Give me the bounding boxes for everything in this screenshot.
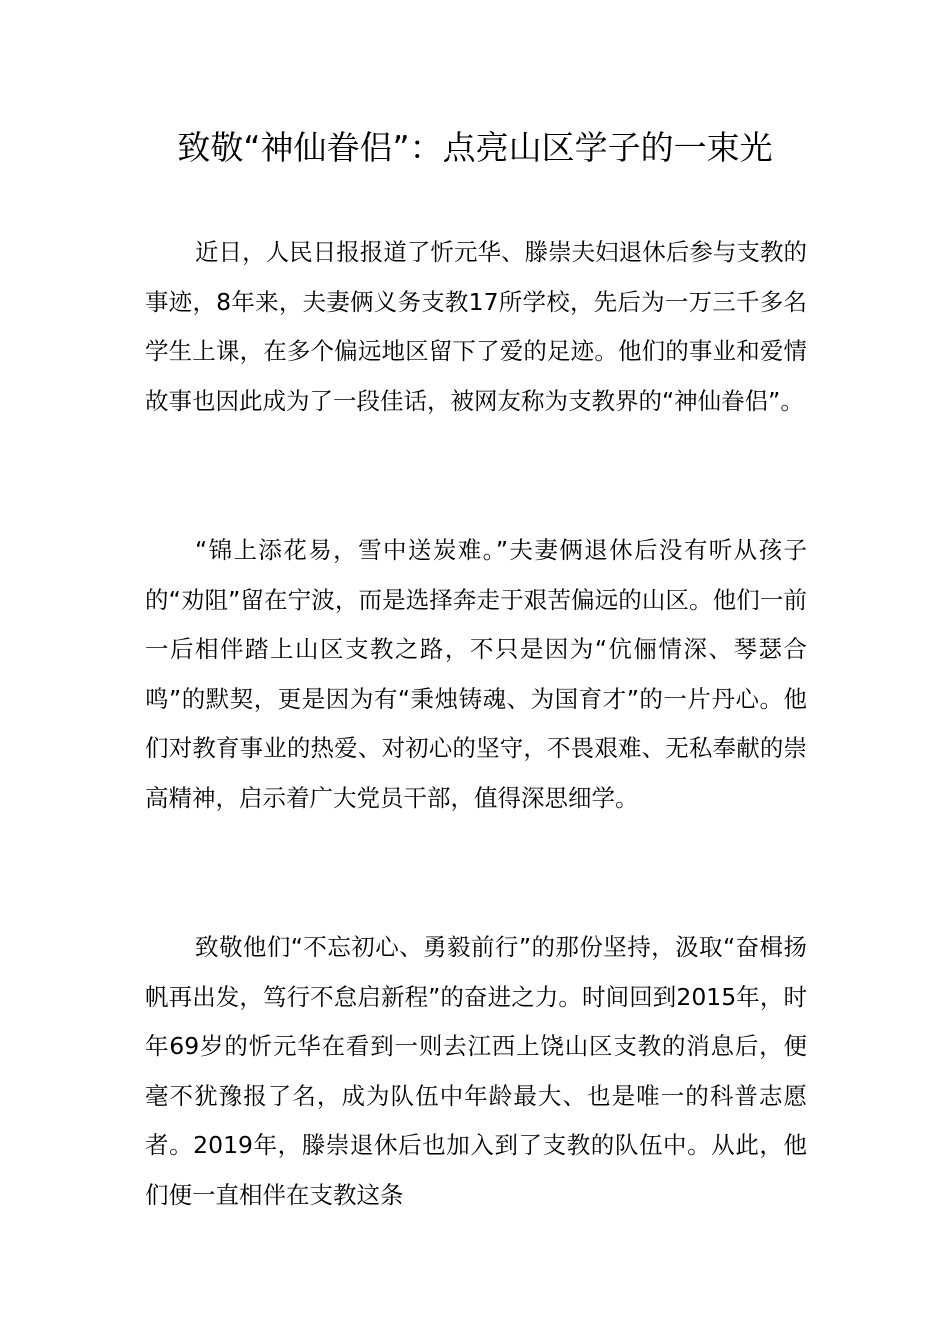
article-title: 致敬“神仙眷侣”：点亮山区学子的一束光	[177, 128, 773, 167]
paragraph-3: 致敬他们“不忘初心、勇毅前行”的那份坚持，汲取“奋楫扬帆再出发，笃行不怠启新程”的奋进之力。时间回到2015年，时年69岁的忻元华在看到一则去江西上饶山区支教的消息后，便毫不犹豫报了名，成为队伍中年龄最大、也是唯一的科普志愿者。2019年，滕崇退休后也加入到了支教的队伍中。从此，他们便一直相伴在支教这条	[145, 933, 807, 1209]
paragraph-2: “锦上添花易，雪中送炭难。”夫妻俩退休后没有听从孩子的“劝阻”留在宁波，而是选择奔走于艰苦偏远的山区。他们一前一后相伴踏上山区支教之路，不只是因为“伉俪情深、琴瑟合鸣”的默契，更是因为有“秉烛铸魂、为国育才”的一片丹心。他们对教育事业的热爱、对初心的坚守，不畏艰难、无私奉献的崇高精神，启示着广大党员干部，值得深思细学。	[145, 536, 807, 812]
paragraph-1: 近日，人民日报报道了忻元华、滕崇夫妇退休后参与支教的事迹，8年来，夫妻俩义务支教17所学校，先后为一万三千多名学生上课，在多个偏远地区留下了爱的足迹。他们的事业和爱情故事也因此成为了一段佳话，被网友称为支教界的“神仙眷侣”。	[145, 238, 807, 415]
